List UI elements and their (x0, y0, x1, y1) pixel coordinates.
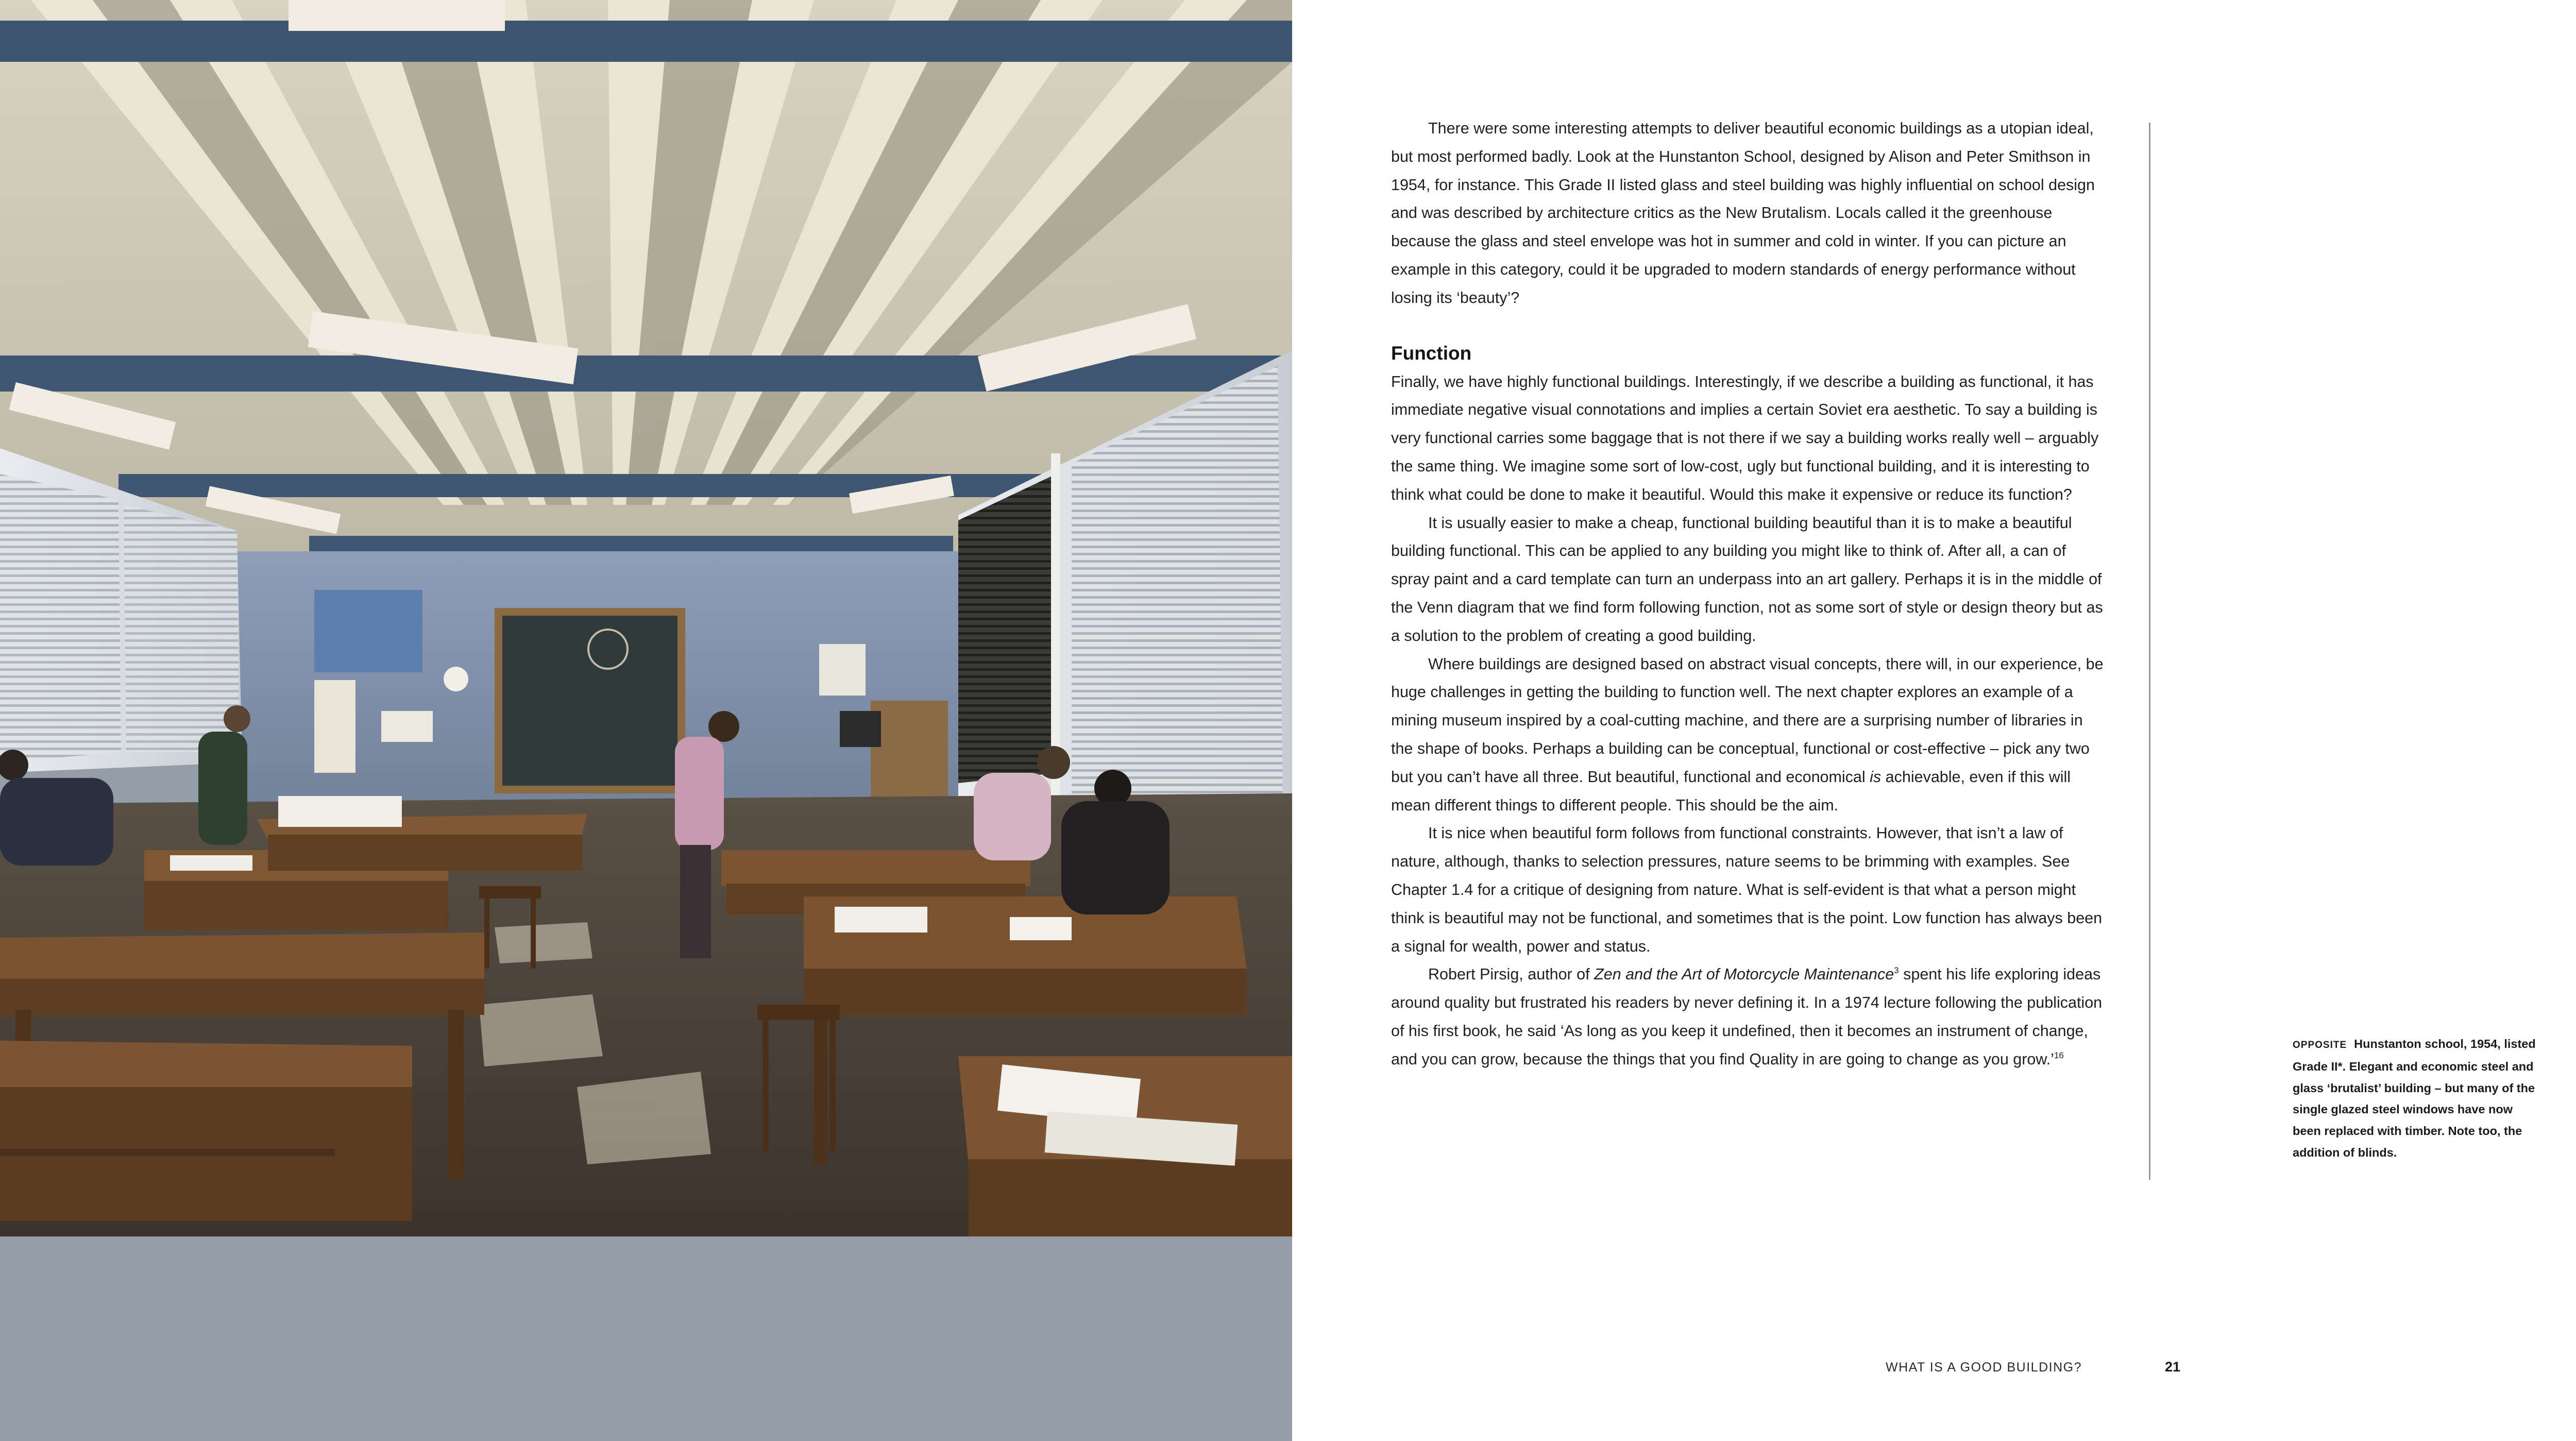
photo-caption (2293, 1033, 2540, 1164)
classroom-photo (0, 0, 1292, 1236)
paragraph-text: Robert Pirsig, author of (1428, 965, 1595, 984)
footnote-ref[interactable]: 3 (1894, 965, 1899, 976)
body-text (1391, 114, 2107, 1074)
caption-label: OPPOSITE (2293, 1040, 2347, 1050)
paragraph: It is usually easier to make a cheap, functional building beautiful than it is to make a beautiful building functional. This can be applied to any building you might like to think of. After all, a can of spray paint and a card template can turn an underpass into an art gallery. Perhaps it is in the middle of the Venn diagram that we find form following function, not as some sort of style or design theory but as a solution to the problem of creating a good building. (1391, 514, 2103, 645)
paragraph: There were some interesting attempts to deliver beautiful economic buildings as a utopian ideal, but most performed badly. Look at the Hunstanton School, designed by Alison and Peter Smithson in 1954, for instance. This Grade II listed glass and steel building was highly influential on school design and was described by architecture critics as the New Brutalism. Locals called it the greenhouse because the glass and steel envelope was hot in summer and cold in winter. If you can picture an example in this category, could it be upgraded to modern standards of energy performance without losing its ‘beauty’? (1391, 120, 2095, 307)
running-head: WHAT IS A GOOD BUILDING? (1886, 1360, 2082, 1375)
book-title: Zen and the Art of Motorcycle Maintenance (1594, 965, 1894, 984)
paragraph-text: Where buildings are designed based on abstract visual concepts, there will, in our experience, be huge challenges in getting the building to function well. The next chapter explores an example of a mining museum inspired by a coal-cutting machine, and there are a surprising number of libraries in the shape of books. Perhaps a building can be conceptual, functional or cost-effective – pick any two but you can’t have all three. But beautiful, functional and economical (1391, 655, 2104, 786)
emphasis: is (1870, 768, 1882, 786)
footnote-ref[interactable]: 16 (2054, 1050, 2064, 1060)
caption-text: Hunstanton school, 1954, listed Grade II*. Elegant and economic steel and glass ‘brutalist’ building – but many of the single glazed steel windows have now been replaced with timber. Note too, the addition of blinds. (2293, 1037, 2536, 1159)
vertical-rule (2149, 123, 2150, 1180)
paragraph: Finally, we have highly functional buildings. Interestingly, if we describe a building as functional, it has immediate negative visual connotations and implies a certain Soviet era aesthetic. To say a building is very functional carries some baggage that is not there if we say a building works really well – arguably the same thing. We imagine some sort of low-cost, ugly but functional building, and it is interesting to think what could be done to make it beautiful. Would this make it expensive or reduce its function? (1391, 372, 2099, 503)
page-number: 21 (2165, 1359, 2181, 1375)
paragraph (1391, 960, 2107, 1073)
paragraph (1391, 650, 2107, 820)
paragraph: It is nice when beautiful form follows from functional constraints. However, that isn’t a law of nature, although, thanks to selection pressures, nature seems to be brimming with examples. See Chapter 1.4 for a critique of designing from nature. What is self-evident is that what a person might think is beautiful may not be functional, and sometimes that is the point. Low function has always been a signal for wealth, power and status. (1391, 824, 2103, 955)
paragraph-text: achievable, even if this will mean different things to different people. This should be the aim. (1391, 768, 2071, 814)
paragraph-text: spent his life exploring ideas around quality but frustrated his readers by never defining it. In a 1974 lecture following the publication of his first book, he said ‘As long as you keep it undefined, then it becomes an instrument of change, and you can grow, because the things that you find Quality in are going to change as you grow.’ (1391, 965, 2103, 1068)
section-heading: Function (1391, 342, 1472, 364)
